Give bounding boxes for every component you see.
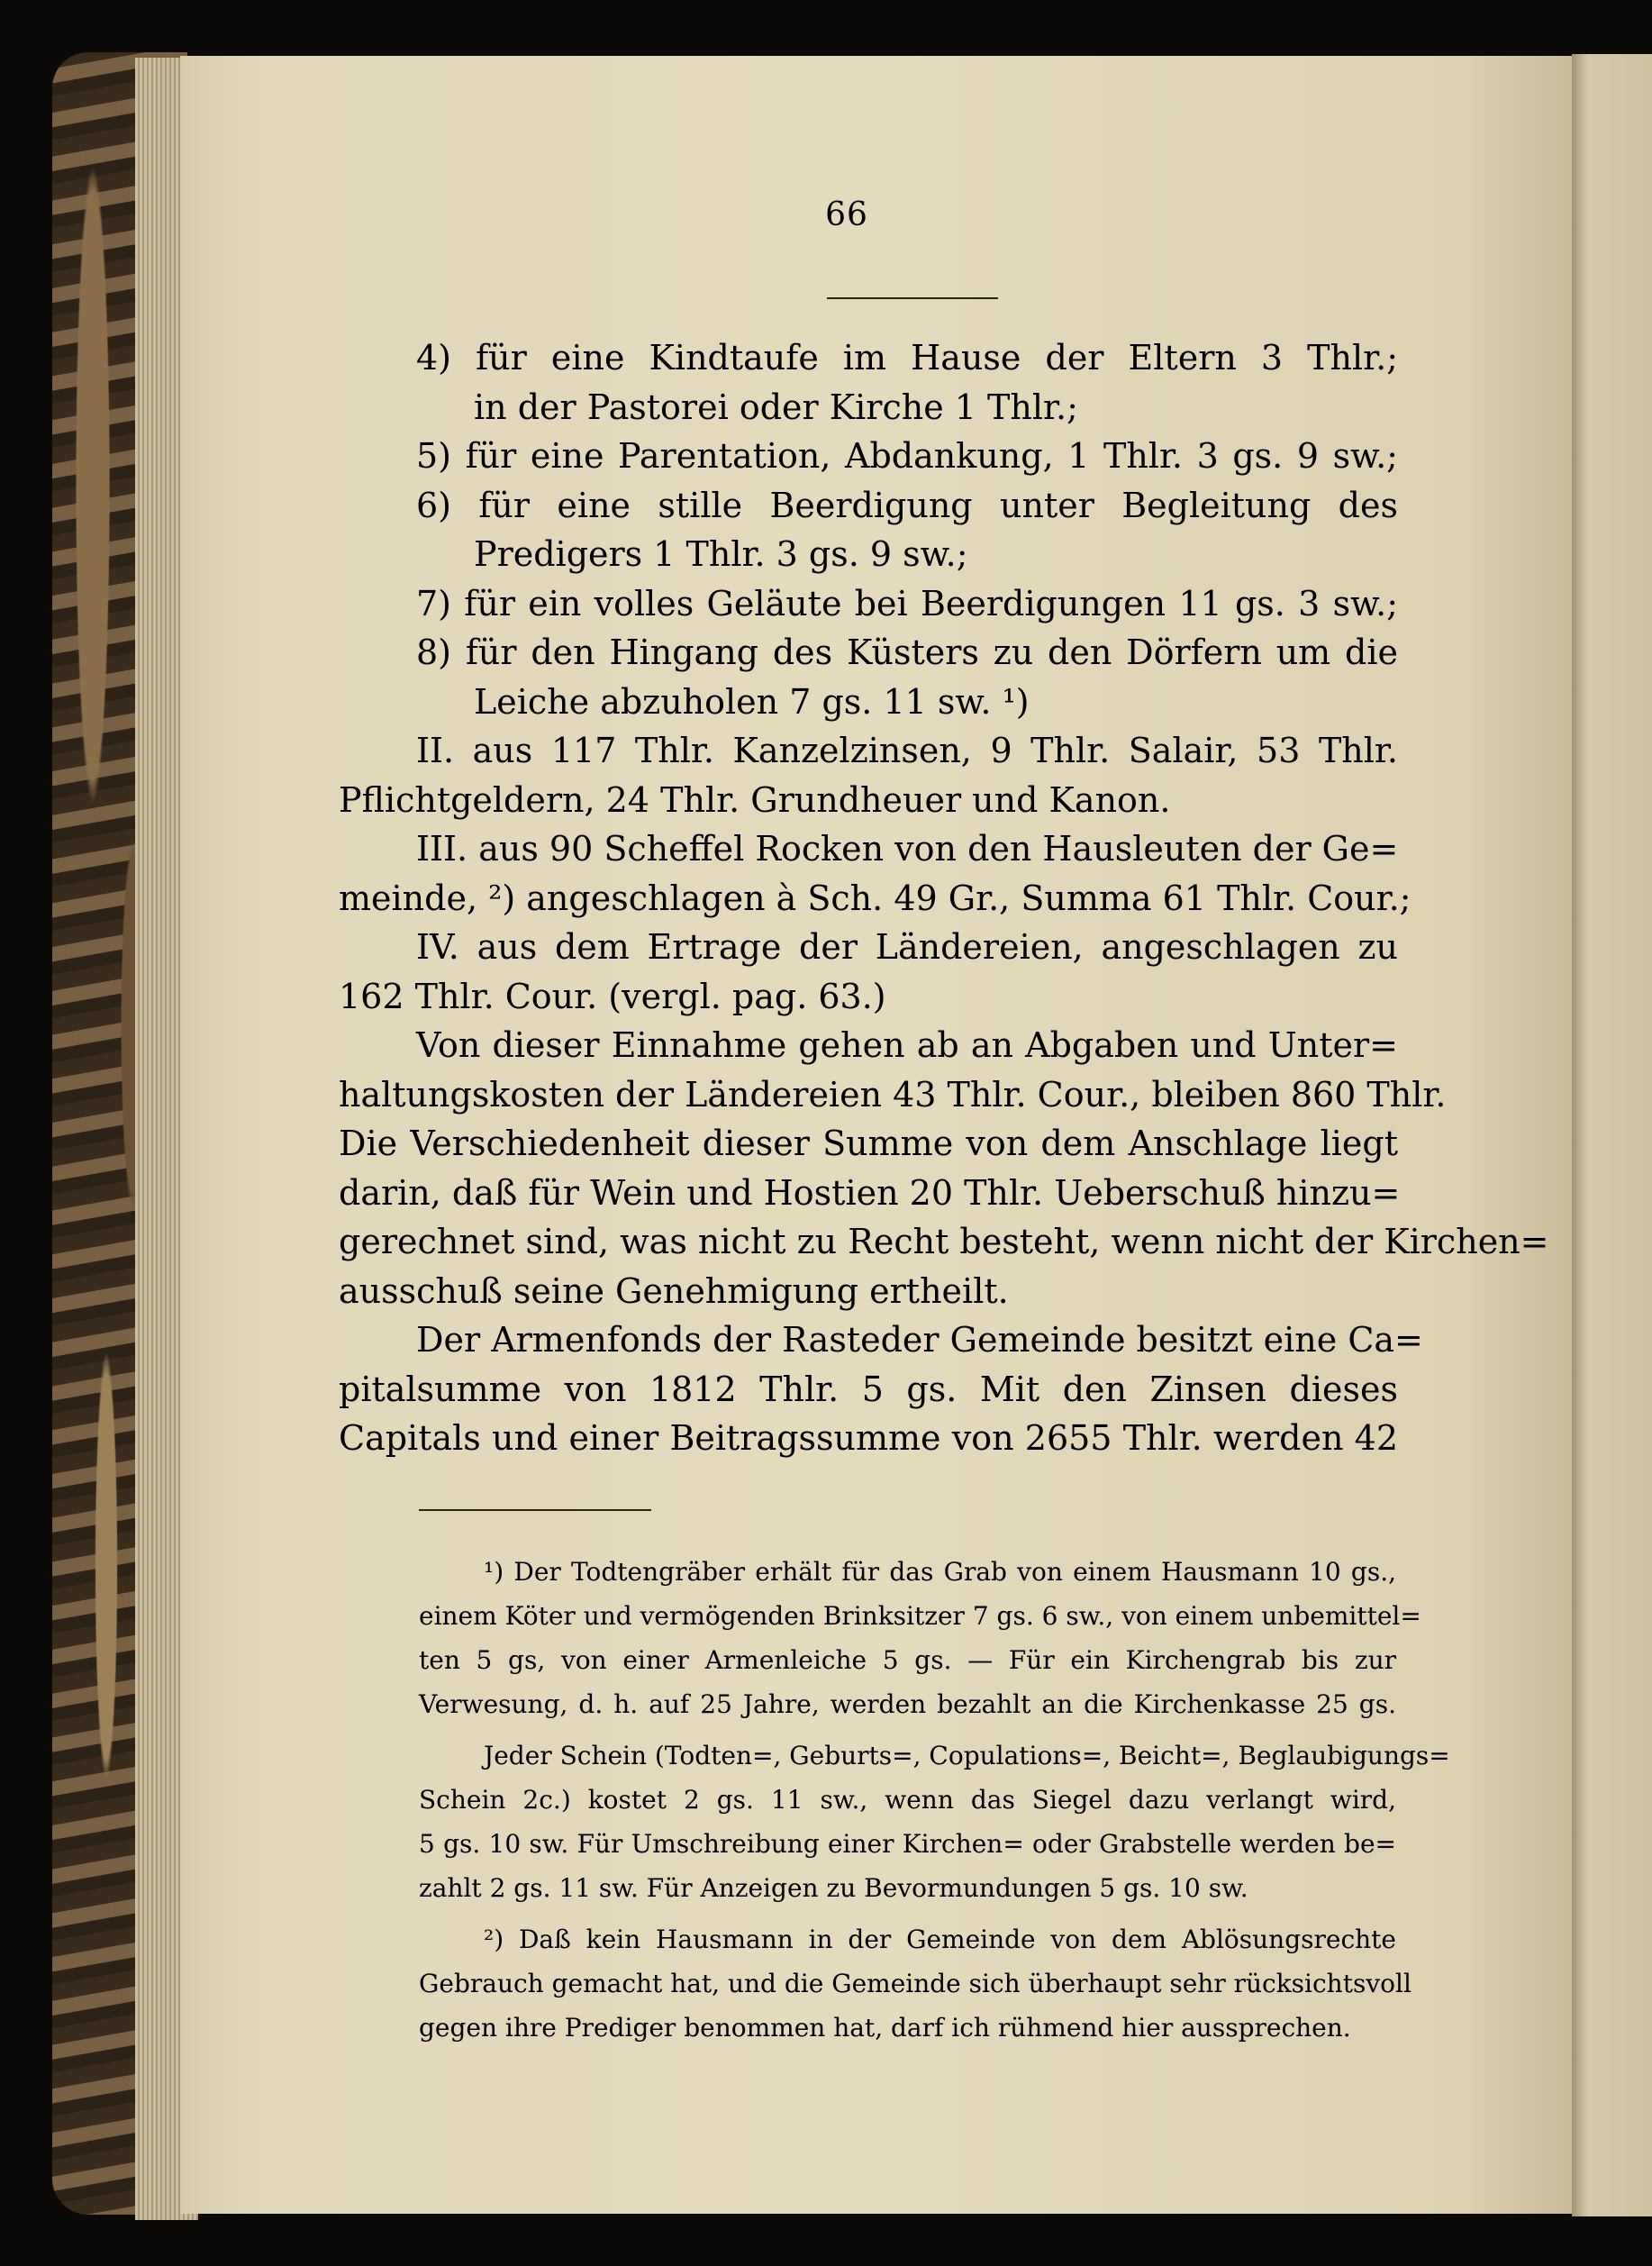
text-line: ausschuß seine Genehmigung ertheilt. xyxy=(339,1270,1009,1311)
footnote-line: ²) Daß kein Hausmann in der Gemeinde von dem Ablösungsrechte xyxy=(484,1925,1396,1954)
text-line: haltungskosten der Ländereien 43 Thlr. Cour., bleiben 860 Thlr. xyxy=(339,1074,1447,1115)
facing-page-edge xyxy=(1572,54,1652,2216)
footnote-1-continued xyxy=(419,1734,1450,1910)
footnote-line: ten 5 gs, von einer Armenleiche 5 gs. — Für ein Kirchengrab bis zur xyxy=(419,1645,1396,1675)
text-line: Von dieser Einnahme gehen ab an Abgaben und Unter= xyxy=(416,1025,1398,1065)
text-line: Leiche abzuholen 7 gs. 11 sw. ¹) xyxy=(474,681,1030,722)
text-line: 7) für ein volles Geläute bei Beerdigungen 11 gs. 3 sw.; xyxy=(416,583,1398,623)
main-text-paragraphs xyxy=(339,726,1549,1463)
footnote-line: Jeder Schein (Todten=, Geburts=, Copulations=, Beicht=, Beglaubigungs= xyxy=(484,1741,1450,1770)
text-line: Capitals und einer Beitragssumme von 2655 Thlr. werden 42 xyxy=(339,1418,1398,1458)
text-line: 5) für eine Parentation, Abdankung, 1 Thlr. 3 gs. 9 sw.; xyxy=(416,436,1398,476)
text-line: in der Pastorei oder Kirche 1 Thlr.; xyxy=(474,387,1078,427)
text-line: 4) für eine Kindtaufe im Hause der Eltern 3 Thlr.; xyxy=(416,338,1398,378)
text-line: Der Armenfonds der Rasteder Gemeinde besitzt eine Ca= xyxy=(416,1320,1423,1360)
footnote-line: 5 gs. 10 sw. Für Umschreibung einer Kirchen= oder Grabstelle werden be= xyxy=(419,1829,1396,1859)
text-line: Die Verschiedenheit dieser Summe von dem Anschlage liegt xyxy=(339,1124,1398,1163)
main-text xyxy=(416,333,1398,726)
footnote-line: Schein 2c.) kostet 2 gs. 11 sw., wenn das Siegel dazu verlangt wird, xyxy=(419,1785,1396,1815)
text-line: III. aus 90 Scheffel Rocken von den Hausleuten der Ge= xyxy=(416,829,1399,869)
footnote-line: gegen ihre Prediger benommen hat, darf ich rühmend hier aussprechen. xyxy=(419,2013,1351,2043)
footnotes xyxy=(419,1550,1450,2057)
text-line: meinde, ²) angeschlagen à Sch. 49 Gr., Summa 61 Thlr. Cour.; xyxy=(339,878,1411,918)
footnote-line: ¹) Der Todtengräber erhält für das Grab von einem Hausmann 10 gs., xyxy=(484,1557,1396,1587)
text-line: 6) für eine stille Beerdigung unter Begleitung des xyxy=(416,485,1398,525)
footnote-line: Gebrauch gemacht hat, und die Gemeinde sich überhaupt sehr rücksichtsvoll xyxy=(419,1969,1411,1998)
footnote-line: einem Köter und vermögenden Brinksitzer 7 gs. 6 sw., von einem unbemittel= xyxy=(419,1601,1421,1631)
footnote-rule xyxy=(419,1509,651,1511)
text-line: gerechnet sind, was nicht zu Recht besteht, wenn nicht der Kirchen= xyxy=(339,1222,1549,1261)
header-rule xyxy=(827,297,998,299)
text-line: 162 Thlr. Cour. (vergl. pag. 63.) xyxy=(339,976,886,1016)
text-line: pitalsumme von 1812 Thlr. 5 gs. Mit den Zinsen dieses xyxy=(339,1369,1398,1409)
footnote-line: Verwesung, d. h. auf 25 Jahre, werden bezahlt an die Kirchenkasse 25 gs. xyxy=(419,1689,1396,1719)
page-number: 66 xyxy=(825,196,868,233)
text-line: Predigers 1 Thlr. 3 gs. 9 sw.; xyxy=(474,534,968,574)
footnote-1 xyxy=(419,1550,1421,1726)
text-line: Pflichtgeldern, 24 Thlr. Grundheuer und Kanon. xyxy=(339,779,1171,820)
text-line: IV. aus dem Ertrage der Ländereien, angeschlagen zu xyxy=(416,927,1398,967)
text-line: II. aus 117 Thlr. Kanzelzinsen, 9 Thlr. Salair, 53 Thlr. xyxy=(416,731,1398,770)
footnote-2 xyxy=(419,1917,1411,2050)
text-line: darin, daß für Wein und Hostien 20 Thlr. Ueberschuß hinzu= xyxy=(339,1172,1401,1213)
text-line: 8) für den Hingang des Küsters zu den Dörfern um die xyxy=(416,632,1398,672)
footnote-line: zahlt 2 gs. 11 sw. Für Anzeigen zu Bevormundungen 5 gs. 10 sw. xyxy=(419,1873,1248,1903)
